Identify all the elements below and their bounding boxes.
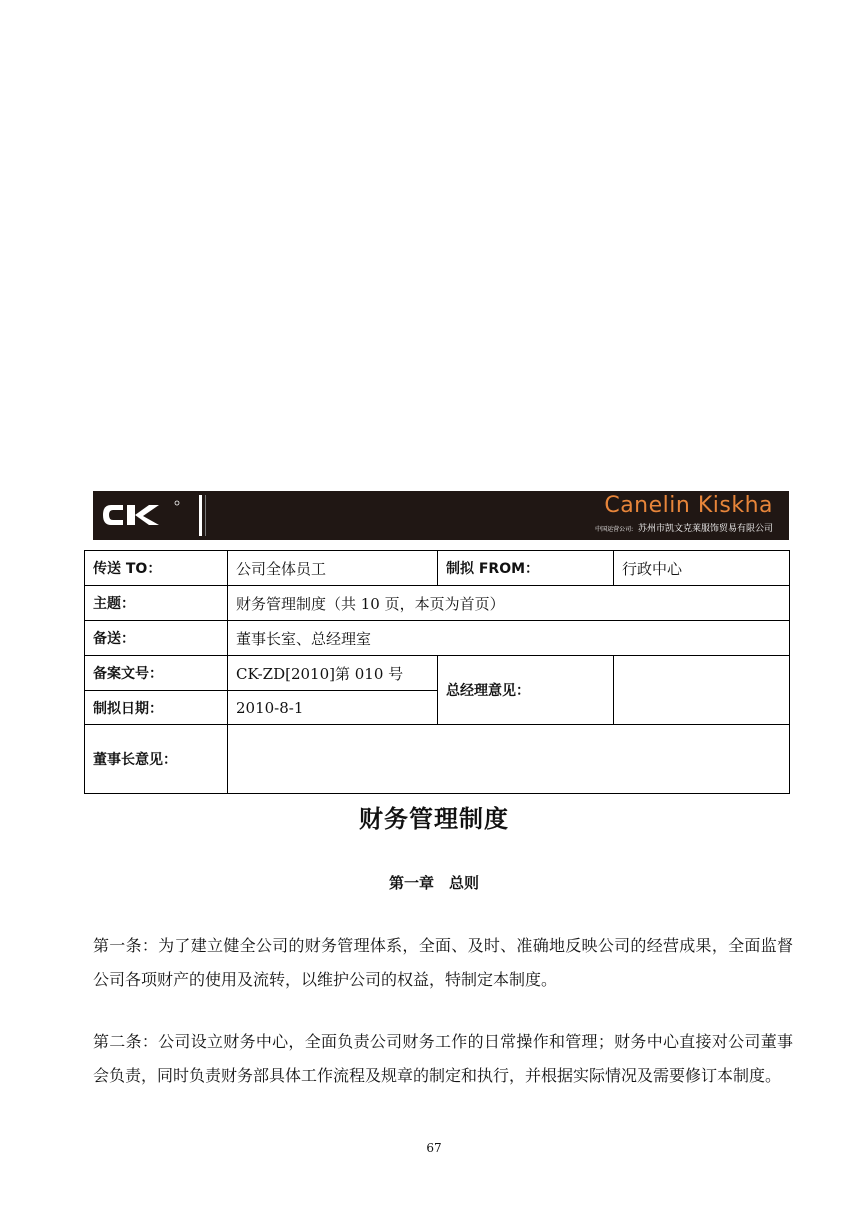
memo-header-table xyxy=(84,550,790,794)
banner-divider-thin xyxy=(205,495,206,536)
date-label: 制拟日期： xyxy=(85,691,228,725)
memo-row-subject xyxy=(85,586,790,621)
to-label: 传送 TO： xyxy=(85,551,228,586)
document-title: 财务管理制度 xyxy=(359,805,509,833)
chair-opinion-value xyxy=(228,725,790,794)
ck-logo xyxy=(93,491,203,540)
gm-opinion-label: 总经理意见： xyxy=(438,656,614,725)
date-value: 2010-8-1 xyxy=(228,691,438,725)
file-no-value: CK-ZD[2010]第 010 号 xyxy=(228,656,438,691)
banner-divider xyxy=(199,495,202,536)
cc-label: 备送： xyxy=(85,621,228,656)
gm-opinion-value xyxy=(614,656,790,725)
tagline-prefix: 中国运营公司: xyxy=(595,526,634,533)
subject-label: 主题： xyxy=(85,586,228,621)
article-2: 第二条：公司设立财务中心，全面负责公司财务工作的日常操作和管理；财务中心直接对公司董事会负责，同时负责财务部具体工作流程及规章的制定和执行，并根据实际情况及需要修订本制度。 xyxy=(93,1032,793,1085)
brand-name: Canelin Kiskha xyxy=(604,493,773,518)
memo-row-chair-opinion xyxy=(85,725,790,794)
article-1: 第一条：为了建立健全公司的财务管理体系，全面、及时、准确地反映公司的经营成果，全面监督公司各项财产的使用及流转，以维护公司的权益，特制定本制度。 xyxy=(93,936,793,989)
from-value: 行政中心 xyxy=(614,551,790,586)
subject-value: 财务管理制度（共 10 页，本页为首页） xyxy=(228,586,790,621)
chapter-heading: 第一章 总则 xyxy=(388,874,479,892)
file-no-label: 备案文号： xyxy=(85,656,228,691)
page-number: 67 xyxy=(426,1141,442,1155)
chair-opinion-label: 董事长意见： xyxy=(85,725,228,794)
memo-row-to-from xyxy=(85,551,790,586)
memo-row-cc xyxy=(85,621,790,656)
cc-value: 董事长室、总经理室 xyxy=(228,621,790,656)
to-value: 公司全体员工 xyxy=(228,551,438,586)
from-label: 制拟 FROM： xyxy=(438,551,614,586)
memo-row-file-no xyxy=(85,656,790,691)
tagline-company: 苏州市凯文克莱服饰贸易有限公司 xyxy=(637,524,773,534)
company-banner xyxy=(93,491,789,540)
brand-tagline xyxy=(595,521,773,534)
